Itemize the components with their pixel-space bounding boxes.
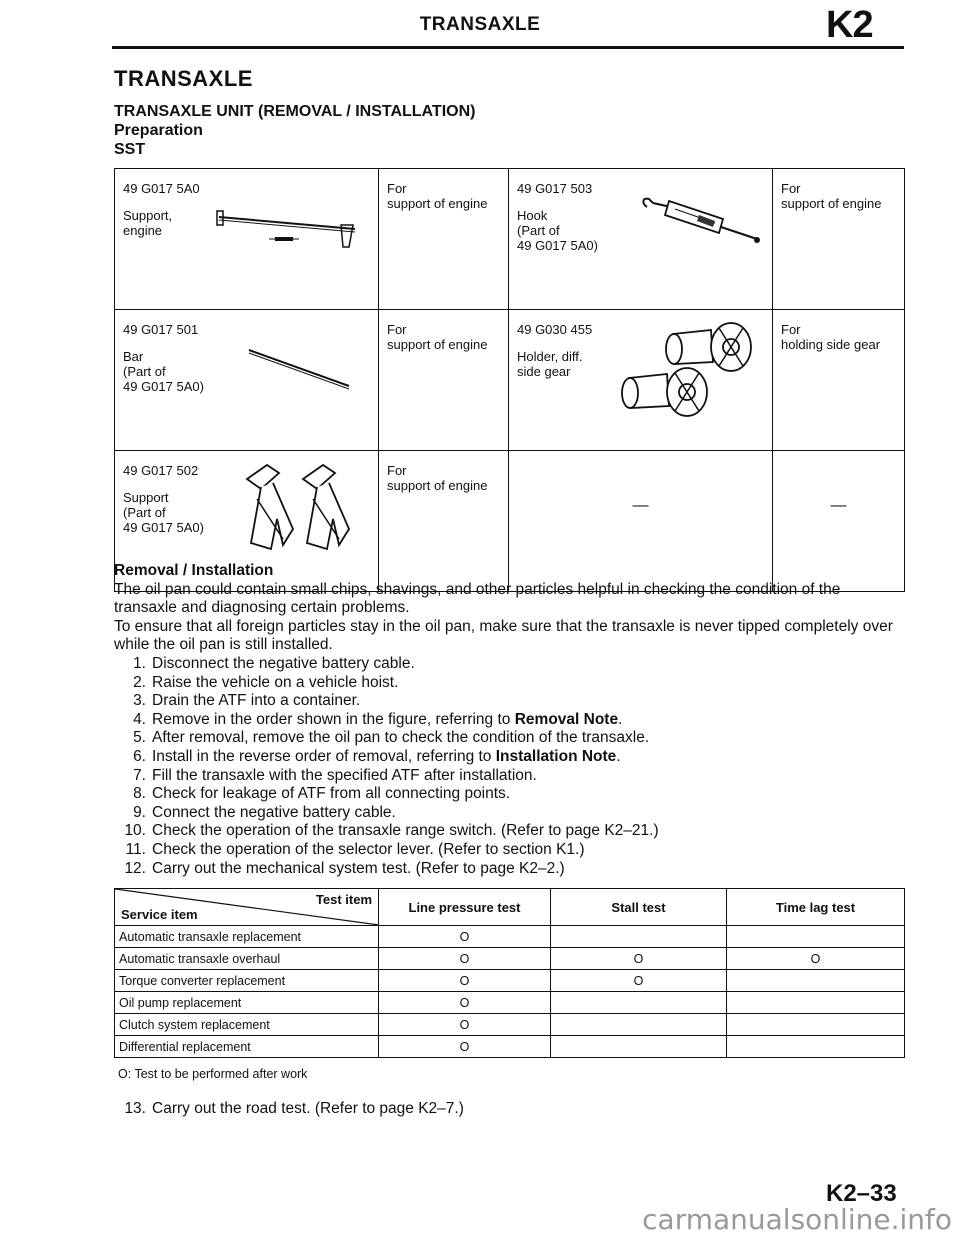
section-title: TRANSAXLE: [114, 66, 253, 91]
test-mark: O: [379, 992, 551, 1014]
sst-part-number: 49 G030 455: [517, 322, 593, 337]
sst-tool-cell: [509, 310, 773, 451]
step-number: 13.: [124, 1100, 146, 1117]
step-number: 4.: [133, 710, 146, 728]
test-mark: O: [551, 948, 727, 970]
corner-service-item: Service item: [121, 907, 198, 922]
step-text-body: Remove in the order shown in the figure, referring to: [152, 710, 515, 728]
sst-use: For holding side gear: [781, 322, 881, 352]
test-table: [114, 888, 905, 1058]
column-header: Line pressure test: [379, 889, 551, 926]
step-text: [152, 785, 510, 804]
step-text: [152, 748, 621, 767]
preparation-heading: Preparation: [114, 122, 203, 139]
sst-tool-name: Support, engine: [123, 208, 173, 238]
procedure-step: [114, 729, 906, 748]
sst-tool-name: Holder, diff. side gear: [517, 349, 583, 379]
test-mark: O: [379, 1014, 551, 1036]
sst-tool-cell: [509, 169, 773, 310]
step-text: [152, 822, 659, 841]
step-text: [152, 729, 649, 748]
procedure-step: [114, 692, 906, 711]
service-item: Automatic transaxle overhaul: [115, 948, 379, 970]
removal-paragraph: To ensure that all foreign particles stay in the oil pan, make sure that the transaxle is never tipped completely over while the oil pan is still installed.: [114, 617, 893, 654]
empty-dash: —: [830, 497, 847, 514]
table-row: [115, 1014, 905, 1036]
test-mark: O: [551, 970, 727, 992]
step-number: 6.: [133, 747, 146, 765]
step-number: 8.: [133, 785, 146, 803]
procedure-step: [114, 841, 906, 860]
subheading: TRANSAXLE UNIT (REMOVAL / INSTALLATION): [114, 103, 476, 120]
service-item: Clutch system replacement: [115, 1014, 379, 1036]
sst-use-cell: [773, 169, 905, 310]
test-table-header: [115, 889, 905, 926]
sst-heading: SST: [114, 141, 146, 158]
watermark-text: carmanualsonline.info: [642, 1203, 952, 1236]
step-text-body: Raise the vehicle on a vehicle hoist.: [152, 673, 399, 691]
sst-row: [115, 169, 905, 310]
sst-tool-name: Hook (Part of 49 G017 5A0): [517, 208, 598, 253]
step-text-end: .: [618, 710, 623, 728]
column-header: Stall test: [551, 889, 727, 926]
test-mark: [551, 1014, 727, 1036]
sst-part-number: 49 G017 503: [517, 181, 593, 196]
step-number: 7.: [133, 766, 146, 784]
table-row: [115, 926, 905, 948]
test-mark: O: [379, 926, 551, 948]
procedure-step: [114, 767, 906, 786]
step-text-body: Drain the ATF into a container.: [152, 692, 361, 710]
step-text-body: Carry out the mechanical system test. (Refer to page K2–2.): [152, 859, 565, 877]
step-text-body: Install in the reverse order of removal, referring to: [152, 747, 496, 765]
procedure-step: [114, 804, 906, 823]
sst-use: For support of engine: [387, 322, 488, 352]
step-number: 10.: [124, 822, 146, 840]
page-number: K2–33: [826, 1180, 897, 1207]
step-text-body: Connect the negative battery cable.: [152, 803, 396, 821]
step-text: [152, 767, 537, 786]
sst-part-number: 49 G017 5A0: [123, 181, 200, 196]
test-mark: [727, 992, 905, 1014]
sst-use-cell: [379, 169, 509, 310]
procedure-step: [114, 711, 906, 730]
header-rule: [112, 46, 904, 49]
procedure-step: [114, 748, 906, 767]
empty-dash: —: [632, 497, 649, 514]
step-number: 3.: [133, 692, 146, 710]
procedure-step: [114, 674, 906, 693]
sst-table: [114, 168, 905, 592]
step-13: [114, 1100, 464, 1118]
sst-use: For support of engine: [781, 181, 882, 211]
test-mark: O: [379, 948, 551, 970]
sst-part-number: 49 G017 502: [123, 463, 199, 478]
test-mark: [727, 926, 905, 948]
step-number: 5.: [133, 729, 146, 747]
procedure-step: [114, 655, 906, 674]
step-text-body: Check for leakage of ATF from all connecting points.: [152, 785, 511, 803]
procedure-steps: [114, 655, 906, 878]
step-text-body: Check the operation of the transaxle range switch. (Refer to page K2–21.): [152, 822, 659, 840]
sst-tool-name: Bar (Part of 49 G017 5A0): [123, 349, 204, 394]
procedure-step: [114, 822, 906, 841]
table-row: [115, 992, 905, 1014]
step-text-body: After removal, remove the oil pan to check the condition of the transaxle.: [152, 729, 650, 747]
removal-paragraph: The oil pan could contain small chips, shavings, and other particles helpful in checking the condition of the transaxle and diagnosing certain problems.: [114, 580, 841, 617]
removal-section: [114, 562, 906, 878]
sst-tool-name: Support (Part of 49 G017 5A0): [123, 490, 204, 535]
test-mark: [727, 1014, 905, 1036]
page-header-title: TRANSAXLE: [419, 14, 541, 35]
removal-heading: Removal / Installation: [114, 562, 274, 579]
step-text-body: Check the operation of the selector lever. (Refer to section K1.): [152, 840, 585, 858]
sst-tool-cell: [115, 310, 379, 451]
service-item: Torque converter replacement: [115, 970, 379, 992]
step-reference: Installation Note: [495, 747, 617, 765]
sst-row: [115, 310, 905, 451]
procedure-step: [114, 785, 906, 804]
step-text-body: Fill the transaxle with the specified ATF after installation.: [152, 766, 537, 784]
corner-test-item: Test item: [315, 892, 372, 907]
test-mark: O: [379, 970, 551, 992]
test-mark: O: [727, 948, 905, 970]
section-code: K2: [826, 4, 873, 46]
step-text: [152, 655, 415, 674]
step-number: 11.: [125, 840, 146, 858]
step-number: 2.: [133, 673, 146, 691]
table-row: [115, 970, 905, 992]
step-text: [152, 674, 398, 693]
sst-use-cell: [379, 310, 509, 451]
corner-header: [115, 889, 379, 926]
sst-use: For support of engine: [387, 463, 488, 493]
test-mark: [551, 992, 727, 1014]
step-number: 12.: [124, 859, 146, 877]
step-text: [152, 860, 565, 879]
test-mark: [551, 1036, 727, 1058]
legend-note: O: Test to be performed after work: [118, 1067, 308, 1081]
step-number: 1.: [133, 654, 146, 672]
step-text: [152, 804, 396, 823]
test-mark: O: [379, 1036, 551, 1058]
table-row: [115, 948, 905, 970]
sst-part-number: 49 G017 501: [123, 322, 199, 337]
procedure-step: [114, 860, 906, 879]
service-item: Differential replacement: [115, 1036, 379, 1058]
test-mark: [727, 1036, 905, 1058]
test-mark: [551, 926, 727, 948]
step-text-body: Disconnect the negative battery cable.: [152, 654, 415, 672]
sst-use: For support of engine: [387, 181, 488, 211]
service-item: Oil pump replacement: [115, 992, 379, 1014]
sst-use-cell: [773, 310, 905, 451]
test-mark: [727, 970, 905, 992]
table-row: [115, 1036, 905, 1058]
step-reference: Removal Note: [514, 710, 619, 728]
step-text: [152, 692, 360, 711]
column-header: Time lag test: [727, 889, 905, 926]
step-number: 9.: [133, 803, 146, 821]
sst-tool-cell: [115, 169, 379, 310]
step-text-end: .: [616, 747, 621, 765]
step-text: [152, 711, 622, 730]
step-text: Carry out the road test. (Refer to page K2–7.): [152, 1100, 464, 1117]
service-item: Automatic transaxle replacement: [115, 926, 379, 948]
step-text: [152, 841, 585, 860]
